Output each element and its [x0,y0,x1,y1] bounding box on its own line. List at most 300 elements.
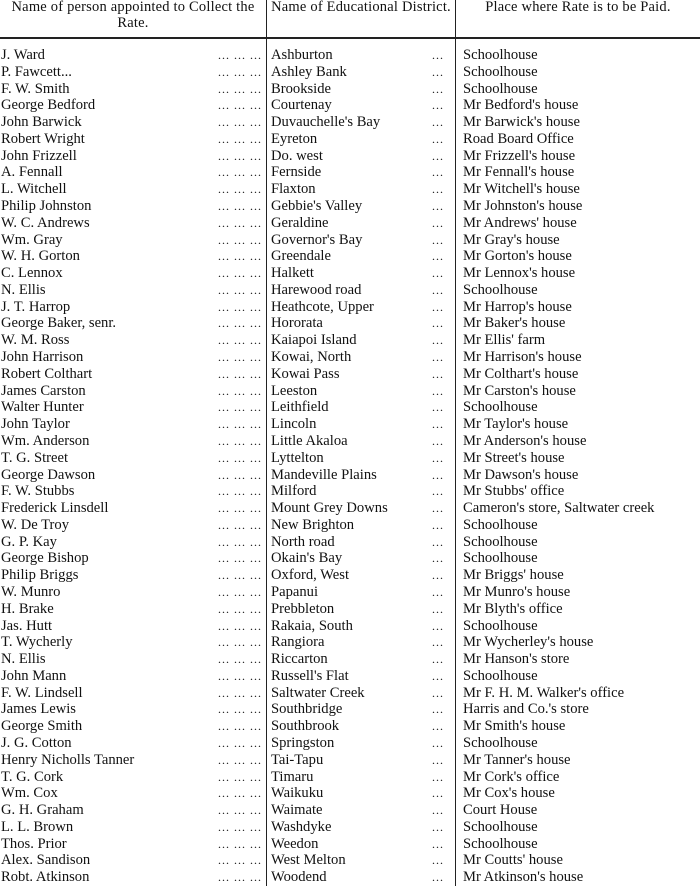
payment-place: Mr Anderson's house [463,432,587,449]
district-name: Mount Grey Downs [271,500,388,517]
leader-dots: ... ... ... [218,719,262,734]
payment-place: Mr Frizzell's house [463,147,576,164]
leader-dots: ... [432,249,444,264]
leader-dots: ... ... ... [218,803,262,818]
payment-place: Schoolhouse [463,617,538,634]
leader-dots: ... [432,752,444,767]
leader-dots: ... ... ... [218,836,262,851]
payment-place: Mr Briggs' house [463,567,564,584]
leader-dots: ... [432,870,444,885]
payment-place: Mr Cox's house [463,785,555,802]
table-row [0,550,700,567]
leader-dots: ... ... ... [218,182,262,197]
collector-name: John Mann [1,667,67,684]
leader-dots: ... ... ... [218,115,262,130]
payment-place: Mr Colthart's house [463,365,579,382]
payment-place: Mr Bedford's house [463,97,579,114]
leader-dots: ... [432,383,444,398]
leader-dots: ... [432,450,444,465]
payment-place: Court House [463,802,538,819]
district-name: Flaxton [271,181,316,198]
district-name: Waimate [271,802,323,819]
district-name: Kowai, North [271,349,352,366]
header-rule [0,37,700,39]
leader-dots: ... [432,98,444,113]
payment-place: Mr Blyth's office [463,600,563,617]
leader-dots: ... ... ... [218,165,262,180]
leader-dots: ... [432,501,444,516]
table-row [0,668,700,685]
payment-place: Cameron's store, Saltwater creek [463,500,655,517]
district-name: Waikuku [271,785,324,802]
collector-name: Philip Briggs [1,567,79,584]
collector-name: G. H. Graham [1,802,84,819]
table-row [0,651,700,668]
table-row [0,836,700,853]
payment-place: Schoolhouse [463,667,538,684]
collector-name: J. Ward [1,47,45,63]
district-name: Timaru [271,768,314,785]
district-name: Rangiora [271,634,325,651]
collector-name: John Frizzell [1,147,77,164]
leader-dots: ... ... ... [218,48,262,62]
leader-dots: ... [432,131,444,146]
leader-dots: ... [432,568,444,583]
leader-dots: ... ... ... [218,433,262,448]
leader-dots: ... [432,819,444,834]
district-name: West Melton [271,852,346,869]
leader-dots: ... [432,366,444,381]
leader-dots: ... ... ... [218,383,262,398]
leader-dots: ... [432,803,444,818]
district-name: Tai-Tapu [271,751,324,768]
district-name: Little Akaloa [271,432,348,449]
header-district: Name of Educational District. [271,0,451,15]
district-name: Lincoln [271,416,317,433]
payment-place: Mr Stubbs' office [463,483,565,500]
payment-place: Schoolhouse [463,63,538,80]
table-row [0,735,700,752]
district-name: Kowai Pass [271,365,340,382]
table-row [0,869,700,886]
leader-dots: ... [432,517,444,532]
leader-dots: ... [432,786,444,801]
district-name: Fernside [271,164,322,181]
payment-place: Mr Harrison's house [463,349,582,366]
leader-dots: ... [432,735,444,750]
table-row [0,752,700,769]
table-row [0,769,700,786]
leader-dots: ... [432,853,444,868]
district-name: Washdyke [271,818,332,835]
district-name: Do. west [271,147,323,164]
table-row [0,282,700,299]
table-row [0,47,700,64]
leader-dots: ... [432,232,444,247]
district-name: Ashburton [271,47,333,63]
district-name: Springston [271,734,335,751]
collector-name: George Bishop [1,550,89,567]
leader-dots: ... ... ... [218,131,262,146]
table-row [0,819,700,836]
table-row [0,198,700,215]
payment-place: Mr Hanson's store [463,651,570,668]
collector-name: James Lewis [1,701,76,718]
payment-place: Schoolhouse [463,281,538,298]
payment-place: Mr Barwick's house [463,114,580,131]
district-name: Kaiapoi Island [271,332,357,349]
district-name: Papanui [271,583,319,600]
collector-name: Thos. Prior [1,835,67,852]
district-name: Southbridge [271,701,343,718]
district-name: Leithfield [271,399,329,416]
leader-dots: ... [432,769,444,784]
table-row [0,433,700,450]
district-name: Milford [271,483,317,500]
district-name: Saltwater Creek [271,684,365,701]
payment-place: Schoolhouse [463,80,538,97]
collector-name: J. T. Harrop [1,298,71,315]
table-row [0,97,700,114]
leader-dots: ... ... ... [218,249,262,264]
payment-place: Mr Street's house [463,449,565,466]
collector-name: F. W. Smith [1,80,70,97]
table-row [0,232,700,249]
table-row [0,701,700,718]
leader-dots: ... ... ... [218,769,262,784]
table-row [0,634,700,651]
table-row [0,567,700,584]
table-row [0,248,700,265]
payment-place: Mr Gray's house [463,231,560,248]
collector-name: W. De Troy [1,516,69,533]
payment-place: Mr Coutts' house [463,852,563,869]
leader-dots: ... [432,266,444,281]
leader-dots: ... ... ... [218,484,262,499]
table-row [0,718,700,735]
leader-dots: ... ... ... [218,819,262,834]
header-collector: Name of person appointed to Collect the Rate. [11,0,255,31]
leader-dots: ... ... ... [218,551,262,566]
payment-place: Mr Tanner's house [463,751,571,768]
collector-name: George Dawson [1,466,96,483]
leader-dots: ... [432,48,444,62]
district-name: Russell's Flat [271,667,349,684]
district-name: Halkett [271,265,314,282]
payment-place: Mr Johnston's house [463,198,583,215]
table-row [0,450,700,467]
table-row [0,483,700,500]
collector-name: F. W. Lindsell [1,684,83,701]
collector-name: G. P. Kay [1,533,57,550]
district-name: Governor's Bay [271,231,363,248]
leader-dots: ... ... ... [218,64,262,79]
table-row [0,315,700,332]
district-name: Ashley Bank [271,63,347,80]
leader-dots: ... [432,215,444,230]
table-row [0,601,700,618]
payment-place: Road Board Office [463,130,574,147]
leader-dots: ... ... ... [218,652,262,667]
collector-name: Robert Colthart [1,365,93,382]
leader-dots: ... ... ... [218,299,262,314]
table-row [0,81,700,98]
table-row [0,366,700,383]
collector-name: C. Lennox [1,265,63,282]
leader-dots: ... [432,702,444,717]
leader-dots: ... ... ... [218,568,262,583]
leader-dots: ... [432,584,444,599]
collector-name: W. Munro [1,583,61,600]
payment-place: Mr Dawson's house [463,466,579,483]
payment-place: Schoolhouse [463,399,538,416]
district-name: Okain's Bay [271,550,343,567]
payment-place: Schoolhouse [463,835,538,852]
collector-name: George Bedford [1,97,96,114]
payment-place: Mr Gorton's house [463,248,572,265]
payment-place: Mr Ellis' farm [463,332,546,349]
collector-name: A. Fennall [1,164,63,181]
leader-dots: ... ... ... [218,786,262,801]
leader-dots: ... ... ... [218,618,262,633]
collector-name: W. M. Ross [1,332,70,349]
collector-name: L. Witchell [1,181,67,198]
leader-dots: ... ... ... [218,601,262,616]
leader-dots: ... ... ... [218,282,262,297]
collector-name: Philip Johnston [1,198,92,215]
leader-dots: ... ... ... [218,98,262,113]
payment-place: Mr Lennox's house [463,265,576,282]
payment-place: Mr Andrews' house [463,214,577,231]
district-name: Eyreton [271,130,318,147]
collector-name: W. H. Gorton [1,248,80,265]
leader-dots: ... [432,417,444,432]
payment-place: Mr Atkinson's house [463,869,584,886]
leader-dots: ... ... ... [218,702,262,717]
leader-dots: ... [432,148,444,163]
table-row [0,852,700,869]
payment-place: Mr Witchell's house [463,181,580,198]
leader-dots: ... ... ... [218,215,262,230]
leader-dots: ... [432,484,444,499]
table-row [0,64,700,81]
leader-dots: ... ... ... [218,501,262,516]
collector-name: F. W. Stubbs [1,483,75,500]
payment-place: Schoolhouse [463,516,538,533]
payment-place: Schoolhouse [463,47,538,63]
leader-dots: ... ... ... [218,450,262,465]
payment-place: Schoolhouse [463,734,538,751]
leader-dots: ... [432,282,444,297]
leader-dots: ... [432,433,444,448]
table-row [0,467,700,484]
leader-dots: ... [432,534,444,549]
table-row [0,332,700,349]
collector-name: Wm. Gray [1,231,63,248]
collector-name: L. L. Brown [1,818,74,835]
district-name: Duvauchelle's Bay [271,114,381,131]
district-name: Courtenay [271,97,332,114]
table-row [0,584,700,601]
district-name: Weedon [271,835,319,852]
table-row [0,349,700,366]
payment-place: Harris and Co.'s store [463,701,589,718]
collector-name: George Baker, senr. [1,315,117,332]
leader-dots: ... ... ... [218,853,262,868]
collector-name: Henry Nicholls Tanner [1,751,135,768]
payment-place: Mr Cork's office [463,768,560,785]
leader-dots: ... ... ... [218,400,262,415]
district-name: Harewood road [271,281,362,298]
table-row [0,399,700,416]
table-row [0,534,700,551]
leader-dots: ... [432,635,444,650]
leader-dots: ... ... ... [218,148,262,163]
leader-dots: ... ... ... [218,417,262,432]
district-name: Greendale [271,248,331,265]
table-row [0,114,700,131]
collector-name: George Smith [1,718,83,735]
district-name: Southbrook [271,718,340,735]
leader-dots: ... [432,350,444,365]
district-name: Brookside [271,80,331,97]
leader-dots: ... ... ... [218,366,262,381]
leader-dots: ... [432,316,444,331]
table-row [0,802,700,819]
leader-dots: ... [432,618,444,633]
collector-name: Wm. Cox [1,785,58,802]
district-name: Hororata [271,315,323,332]
leader-dots: ... [432,182,444,197]
table-row [0,215,700,232]
leader-dots: ... ... ... [218,735,262,750]
leader-dots: ... [432,467,444,482]
leader-dots: ... [432,299,444,314]
table-row [0,299,700,316]
header-place: Place where Rate is to be Paid. [485,0,671,15]
leader-dots: ... [432,685,444,700]
table-row [0,685,700,702]
leader-dots: ... [432,551,444,566]
leader-dots: ... [432,719,444,734]
collector-name: John Taylor [1,416,70,433]
leader-dots: ... ... ... [218,517,262,532]
leader-dots: ... ... ... [218,467,262,482]
leader-dots: ... [432,400,444,415]
table-row [0,517,700,534]
collector-name: Walter Hunter [1,399,84,416]
leader-dots: ... ... ... [218,316,262,331]
leader-dots: ... [432,64,444,79]
leader-dots: ... [432,333,444,348]
table-row [0,148,700,165]
district-name: Mandeville Plains [271,466,377,483]
payment-place: Schoolhouse [463,550,538,567]
table-row [0,383,700,400]
leader-dots: ... ... ... [218,685,262,700]
district-name: Oxford, West [271,567,349,584]
district-name: Riccarton [271,651,328,668]
leader-dots: ... ... ... [218,232,262,247]
collector-name: P. Fawcett... [1,63,72,80]
collector-name: John Harrison [1,349,84,366]
leader-dots: ... [432,165,444,180]
district-name: North road [271,533,335,550]
collector-name: Alex. Sandison [1,852,91,869]
collector-name: H. Brake [1,600,54,617]
leader-dots: ... [432,115,444,130]
collector-name: Frederick Linsdell [1,500,109,517]
leader-dots: ... ... ... [218,534,262,549]
leader-dots: ... [432,601,444,616]
leader-dots: ... ... ... [218,635,262,650]
district-name: Rakaia, South [271,617,353,634]
payment-place: Mr Carston's house [463,382,576,399]
leader-dots: ... ... ... [218,199,262,214]
collector-name: John Barwick [1,114,82,131]
district-name: New Brighton [271,516,355,533]
district-name: Leeston [271,382,318,399]
collector-name: N. Ellis [1,281,46,298]
leader-dots: ... ... ... [218,350,262,365]
table-row [0,785,700,802]
table-row [0,131,700,148]
leader-dots: ... ... ... [218,668,262,683]
leader-dots: ... [432,199,444,214]
leader-dots: ... [432,668,444,683]
leader-dots: ... [432,81,444,96]
leader-dots: ... ... ... [218,266,262,281]
district-name: Woodend [271,869,327,886]
district-name: Geraldine [271,214,329,231]
leader-dots: ... ... ... [218,584,262,599]
payment-place: Mr Fennall's house [463,164,575,181]
leader-dots: ... ... ... [218,752,262,767]
collector-name: W. C. Andrews [1,214,90,231]
payment-place: Mr Taylor's house [463,416,569,433]
district-name: Lyttelton [271,449,324,466]
payment-place: Mr Munro's house [463,583,571,600]
table-row [0,500,700,517]
district-name: Prebbleton [271,600,335,617]
table-row [0,181,700,198]
collector-name: T. Wycherly [1,634,73,651]
leader-dots: ... [432,652,444,667]
payment-place: Mr Smith's house [463,718,566,735]
payment-place: Schoolhouse [463,818,538,835]
table-row [0,265,700,282]
leader-dots: ... [432,836,444,851]
collector-name: T. G. Cork [1,768,64,785]
leader-dots: ... ... ... [218,333,262,348]
collector-name: Wm. Anderson [1,432,90,449]
district-name: Gebbie's Valley [271,198,363,215]
district-name: Heathcote, Upper [271,298,374,315]
collector-name: J. G. Cotton [1,734,72,751]
collector-name: James Carston [1,382,86,399]
table-row [0,416,700,433]
collector-name: T. G. Street [1,449,69,466]
collector-name: Jas. Hutt [1,617,53,634]
collector-name: Robert Wright [1,130,85,147]
leader-dots: ... ... ... [218,81,262,96]
payment-place: Mr Wycherley's house [463,634,594,651]
table-row [0,164,700,181]
collector-name: Robt. Atkinson [1,869,90,886]
collector-name: N. Ellis [1,651,46,668]
payment-place: Schoolhouse [463,533,538,550]
payment-place: Mr F. H. M. Walker's office [463,684,625,701]
